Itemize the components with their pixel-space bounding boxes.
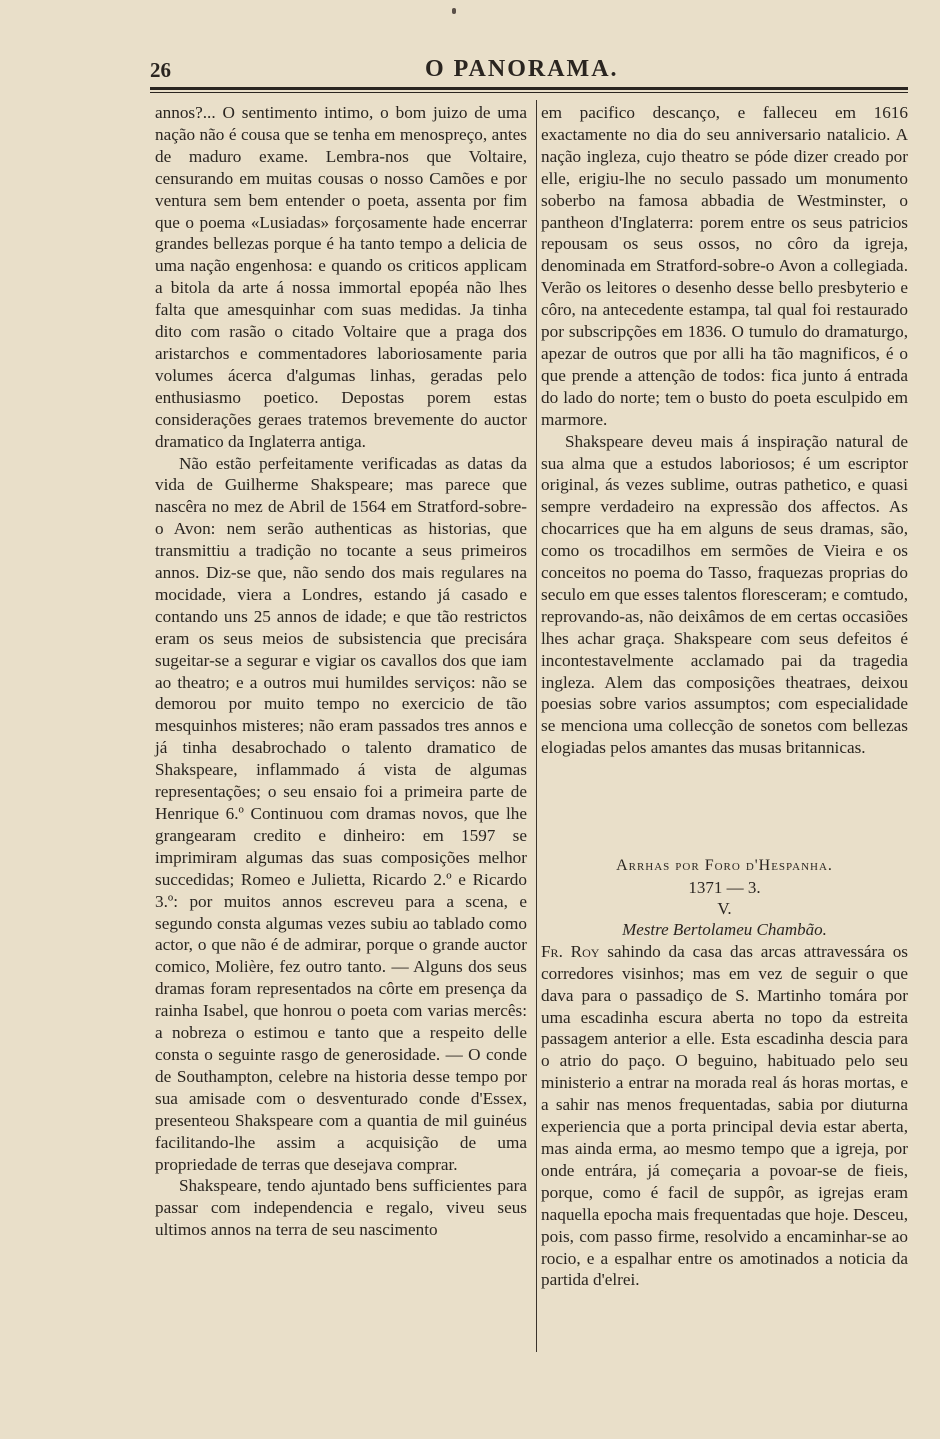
left-paragraph-1: annos?... O sentimento intimo, o bom juizo de uma nação não é cousa que se tenha em menospreço, antes de maduro exame. Lembra-nos que Voltaire, censurando em muitas cousas o nosso Camões e por ventura sem bem entender o poeta, assenta por fim que o poema «Lusiadas» forçosamente hade encerrar grandes bellezas porque é ha tanto tempo a delicia de uma nação engenhosa: e quando os criticos applicam a bitola da arte á nossa immortal epopéa não lhes falta que amesquinhar com suas medidas. Ja tinha dito com rasão o citado Voltaire que a praga dos aristarchos e commentadores laboriosamente paria volumes ácerca d'algumas linhas, geradas pelo enthusiasmo poetico. Depostas porem estas considerações geraes tratemos brevemente do auctor dramatico da Inglaterra antiga. — [155, 103, 527, 451]
article-body-text: sahindo da casa das arcas attravessára os corredores visinhos; mas em vez de seguir o que dava para o passadiço de S. Martinho tomára por uma escadinha escura aberta no topo da estreita passagem anterior a elle. Esta escadinha descia para o atrio do paço. O beguino, habituado pelo seu ministerio a entrar na morada real ás horas mortas, e a sahir nas menos frequentadas, sabia por diuturna experiencia que a porta principal devia estar aberta, mas ainda erma, ao mesmo tempo que a igreja, por onde entrára, já começaria a povoar-se de fieis, porque, como é facil de suppôr, as igrejas eram naquella epocha mais frequentadas que hoje. Desceu, pois, com passo firme, resolvido a encaminhar-se ao rocio, e a espalhar entre os amotinados a noticia da partida d'elrei. — [541, 941, 909, 1290]
article-section — [541, 855, 908, 1291]
left-column — [155, 102, 527, 1241]
journal-title: O PANORAMA. — [425, 56, 619, 82]
header-rule-thin — [150, 92, 908, 93]
page-header — [150, 56, 908, 86]
left-paragraph-2: Não estão perfeitamente verificadas as datas da vida de Guilherme Shakspeare; mas parece que nascêra no mez de Abril de 1564 em Stratford-sobre-o Avon: nem serão authenticas as historias, que transmittiu a tradição no tocante a seus primeiros annos. Diz-se que, não sendo dos mais regulares na mocidade, viera a Londres, estando já casado e contando uns 25 annos de idade; e que tão restrictos eram os seus meios de subsistencia que precisára sugeitar-se a segurar e vigiar os cavallos dos que iam ao theatro; e a outros mui humildes serviços: não se demorou por muito tempo no exercicio de tão mesquinhos misteres; não eram passados tres annos e já tinha desabrochado o talento dramatico de Shakspeare, inflammado á vista de algumas representações; o seu ensaio foi a primeira parte de Henrique 6.º Continuou com dramas novos, que lhe grangearam credito e dinheiro: em 1597 se imprimiram algumas das suas composições melhor succedidas; Romeo e Julietta, Ricardo 2.º e Ricardo 3.º: por muitos annos escreveu para a scena, e segundo consta algumas vezes subiu ao tablado como actor, o que não é de admirar, porque o grande auctor comico, Molière, fez outro tanto. — Alguns dos seus dramas foram representados na côrte em presença da rainha Isabel, que honrou o poeta com varias mercês: a nobreza o estimou e tanto que a respeito delle consta o seguinte rasgo de generosidade. — O conde de Southampton, celebre na historia desse tempo por sua amisade com o desventurado conde d'Essex, presenteou Shakspeare com a quantia de mil guinéus facilitando-lhe assim a acquisição de uma propriedade de terras que desejava comprar. — [155, 453, 527, 1174]
article-chapter: V. — [717, 898, 732, 918]
right-paragraph-1: em pacifico descanço, e falleceu em 1616 exactamente no dia do seu anniversario natalicio. A nação ingleza, cujo theatro se póde dizer creado por elle, erigiu-lhe no seculo passado um monumento soberbo na famosa abbadia de Westminster, o pantheon d'Inglaterra: porem entre os seus patricios repousam os seus ossos, no côro da igreja, denominada em Stratford-sobre-o Avon a collegiada. Verão os leitores o desenho desse bello presbyterio e côro, na antecedente estampa, tal qual foi restaurado por subscripções em 1836. O tumulo do dramaturgo, apezar de outros que por alli ha tão magnificos, é o que prende a attenção de todos: fica junto á entrada do lado do norte; tem o busto do poeta esculpido em marmore. — [541, 103, 908, 429]
article-body — [541, 941, 908, 1292]
header-rule-thick — [150, 87, 908, 90]
right-paragraph-2: Shakspeare deveu mais á inspiração natural de sua alma que a estudos laboriosos; é um escriptor original, ás vezes sublime, outras pathetico, e quasi sempre verdadeiro na expressão dos affectos. As chocarrices que ha em alguns de seus dramas, são, como os trocadilhos em sermões de Vieira e os conceitos no poema do Tasso, fraquezas proprias do seculo em que esses talentos floresceram; e comtudo, reprovando-as, não deixâmos de em certas occasiões lhes achar graça. Shakspeare com seus defeitos é incontestavelmente acclamado pai da tragedia ingleza. Alem das composições theatraes, deixou poesias sobre varios assumptos; com especialidade se menciona uma collecção de sonetos com bellezas elogiadas pelos amantes das musas britannicas. — [541, 431, 908, 758]
article-opening-name: Fr. Roy — [541, 941, 600, 961]
ink-mark — [452, 8, 456, 14]
column-divider — [536, 100, 537, 1352]
right-column — [541, 102, 908, 759]
left-paragraph-3: Shakspeare, tendo ajuntado bens sufficientes para passar com independencia e regalo, viveu seus ultimos annos na terra de seu nascimento — [155, 1176, 527, 1240]
article-date: 1371 — 3. — [688, 877, 761, 897]
page-number: 26 — [150, 58, 171, 82]
article-subtitle: Mestre Bertolameu Chambão. — [622, 919, 827, 939]
article-title: Arrhas por Foro d'Hespanha. — [616, 857, 833, 874]
